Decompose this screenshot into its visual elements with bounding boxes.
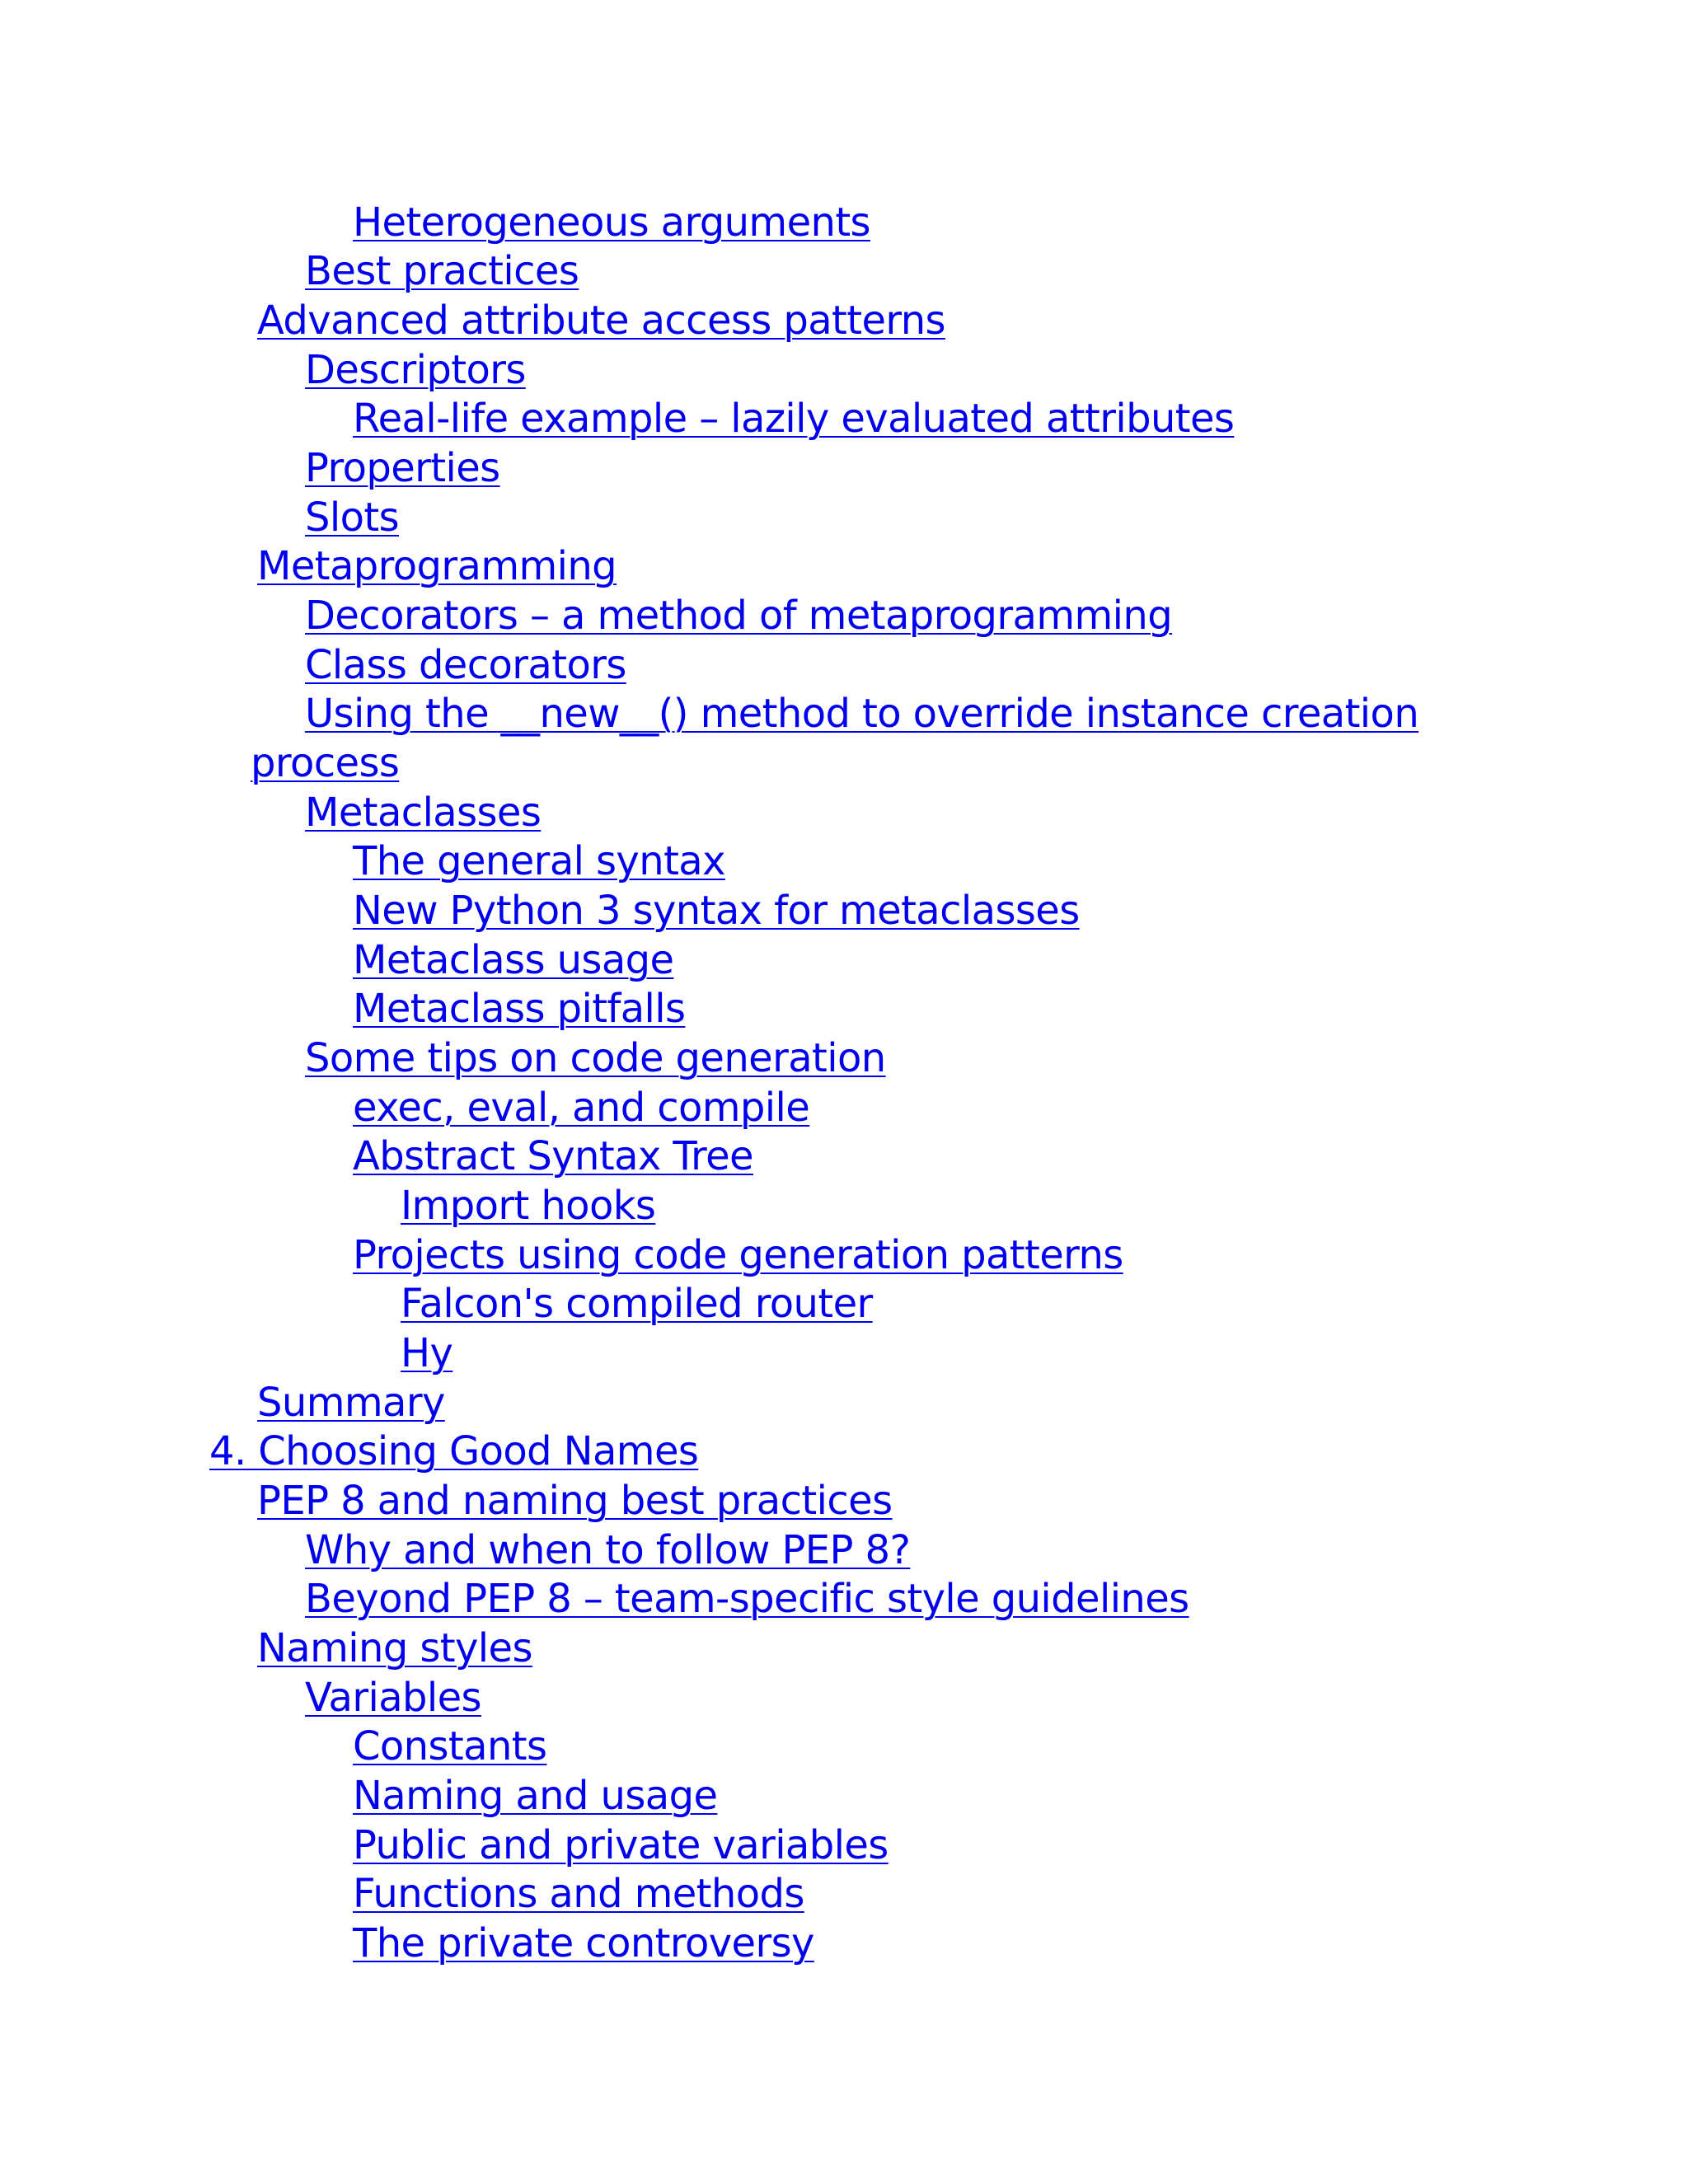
toc-link-best-practices[interactable]: Best practices [305, 248, 579, 294]
toc-link-new-method-override[interactable]: Using the __new__() method to override instance creation [305, 691, 1419, 737]
toc-link-private-controversy[interactable]: The private controversy [353, 1920, 814, 1966]
toc-link-chapter-4-choosing-good-names[interactable]: 4. Choosing Good Names [209, 1428, 699, 1474]
toc-link-summary[interactable]: Summary [257, 1380, 445, 1426]
toc-link-hy[interactable]: Hy [401, 1330, 453, 1376]
toc-link-metaprogramming[interactable]: Metaprogramming [257, 543, 617, 589]
toc-link-falcon-router[interactable]: Falcon's compiled router [401, 1281, 873, 1327]
toc-link-properties[interactable]: Properties [305, 445, 500, 491]
toc-link-why-follow-pep8[interactable]: Why and when to follow PEP 8? [305, 1527, 911, 1573]
toc-link-decorators-metaprogramming[interactable]: Decorators – a method of metaprogramming [305, 593, 1173, 639]
toc-link-functions-methods[interactable]: Functions and methods [353, 1871, 804, 1917]
toc-link-import-hooks[interactable]: Import hooks [401, 1183, 656, 1229]
toc-link-heterogeneous-arguments[interactable]: Heterogeneous arguments [353, 199, 870, 246]
toc-link-metaclasses[interactable]: Metaclasses [305, 790, 542, 836]
toc-link-new-method-override-continued[interactable]: process [251, 740, 400, 786]
toc-link-exec-eval-compile[interactable]: exec, eval, and compile [353, 1085, 810, 1131]
toc-link-metaclass-pitfalls[interactable]: Metaclass pitfalls [353, 986, 686, 1032]
toc-link-advanced-attribute-access[interactable]: Advanced attribute access patterns [257, 298, 945, 344]
toc-link-abstract-syntax-tree[interactable]: Abstract Syntax Tree [353, 1133, 753, 1179]
toc-link-naming-styles[interactable]: Naming styles [257, 1625, 532, 1671]
toc-link-slots[interactable]: Slots [305, 494, 400, 541]
toc-link-constants[interactable]: Constants [353, 1723, 547, 1769]
toc-link-class-decorators[interactable]: Class decorators [305, 642, 626, 688]
toc-link-variables[interactable]: Variables [305, 1675, 481, 1721]
toc-link-pep8-naming[interactable]: PEP 8 and naming best practices [257, 1478, 893, 1524]
toc-link-code-generation-projects[interactable]: Projects using code generation patterns [353, 1232, 1123, 1278]
toc-link-code-generation-tips[interactable]: Some tips on code generation [305, 1035, 886, 1081]
toc-link-descriptors[interactable]: Descriptors [305, 347, 526, 393]
toc-link-beyond-pep8[interactable]: Beyond PEP 8 – team-specific style guidelines [305, 1576, 1189, 1622]
toc-link-python3-metaclass-syntax[interactable]: New Python 3 syntax for metaclasses [353, 888, 1080, 934]
toc-link-real-life-example[interactable]: Real-life example – lazily evaluated attributes [353, 396, 1235, 442]
toc-link-naming-and-usage[interactable]: Naming and usage [353, 1773, 718, 1819]
toc-link-public-private-variables[interactable]: Public and private variables [353, 1822, 889, 1868]
toc-link-metaclass-usage[interactable]: Metaclass usage [353, 937, 674, 983]
toc-link-general-syntax[interactable]: The general syntax [353, 838, 725, 884]
